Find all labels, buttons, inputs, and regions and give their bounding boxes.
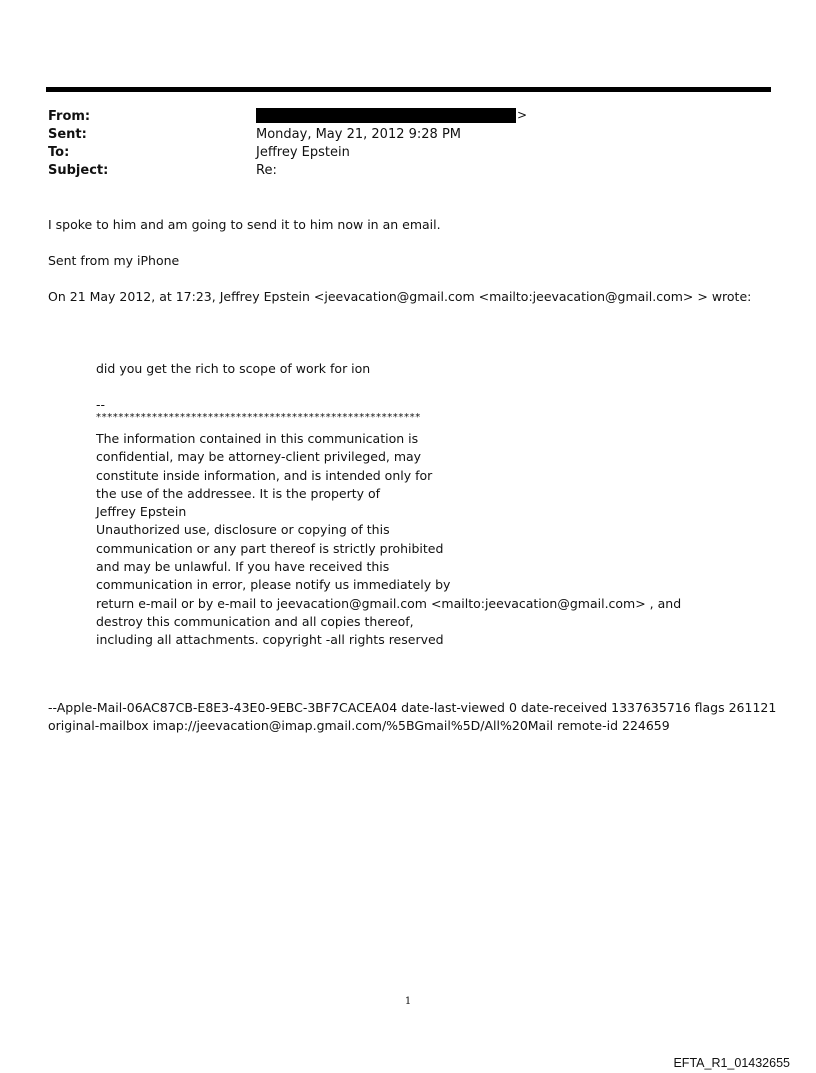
disclaimer-line: the use of the addressee. It is the property of xyxy=(96,485,381,501)
disclaimer-line: communication or any part thereof is strictly prohibited xyxy=(96,540,444,556)
signature-dashes: -- xyxy=(96,397,106,412)
to-label: To: xyxy=(48,145,70,160)
confidentiality-disclaimer xyxy=(96,430,681,650)
disclaimer-line: The information contained in this communication is xyxy=(96,431,419,446)
disclaimer-line: constitute inside information, and is intended only for xyxy=(96,467,433,483)
disclaimer-line: confidential, may be attorney-client privileged, may xyxy=(96,449,422,465)
disclaimer-line: Unauthorized use, disclosure or copying of this xyxy=(96,522,390,538)
from-value-tail: > xyxy=(517,108,528,122)
from-label: From: xyxy=(48,109,91,124)
disclaimer-line: communication in error, please notify us immediately by xyxy=(96,577,451,593)
disclaimer-line: Jeffrey Epstein xyxy=(96,504,187,520)
header-rule xyxy=(46,87,771,92)
metadata-line: --Apple-Mail-06AC87CB-E8E3-43E0-9EBC-3BF7CACEA04 date-last-viewed 0 date-received 1337635716 flags 261121 xyxy=(48,700,777,715)
asterisk-divider: ********************************************************** xyxy=(96,412,421,423)
body-text: I spoke to him and am going to send it to him now in an email. xyxy=(48,217,441,232)
disclaimer-line: destroy this communication and all copies thereof, xyxy=(96,613,414,629)
sent-label: Sent: xyxy=(48,127,87,142)
bates-number: EFTA_R1_01432655 xyxy=(673,1056,790,1070)
sent-from-signature: Sent from my iPhone xyxy=(48,253,180,268)
disclaimer-line: including all attachments. copyright -all rights reserved xyxy=(96,632,444,648)
reply-attribution: On 21 May 2012, at 17:23, Jeffrey Epstein <jeevacation@gmail.com <mailto:jeevacation@gmail.com> > wrote: xyxy=(48,289,752,304)
redaction-block xyxy=(256,108,516,123)
disclaimer-line: and may be unlawful. If you have received this xyxy=(96,559,390,575)
page-number: 1 xyxy=(404,996,412,1007)
subject-label: Subject: xyxy=(48,163,109,178)
metadata-line: original-mailbox imap://jeevacation@imap.gmail.com/%5BGmail%5D/All%20Mail remote-id 224659 xyxy=(48,718,670,733)
sent-value: Monday, May 21, 2012 9:28 PM xyxy=(256,127,461,142)
subject-value: Re: xyxy=(256,163,277,178)
quoted-text: did you get the rich to scope of work for ion xyxy=(96,361,371,376)
disclaimer-line: return e-mail or by e-mail to jeevacation@gmail.com <mailto:jeevacation@gmail.com> , and xyxy=(96,595,682,611)
to-value: Jeffrey Epstein xyxy=(256,145,350,160)
